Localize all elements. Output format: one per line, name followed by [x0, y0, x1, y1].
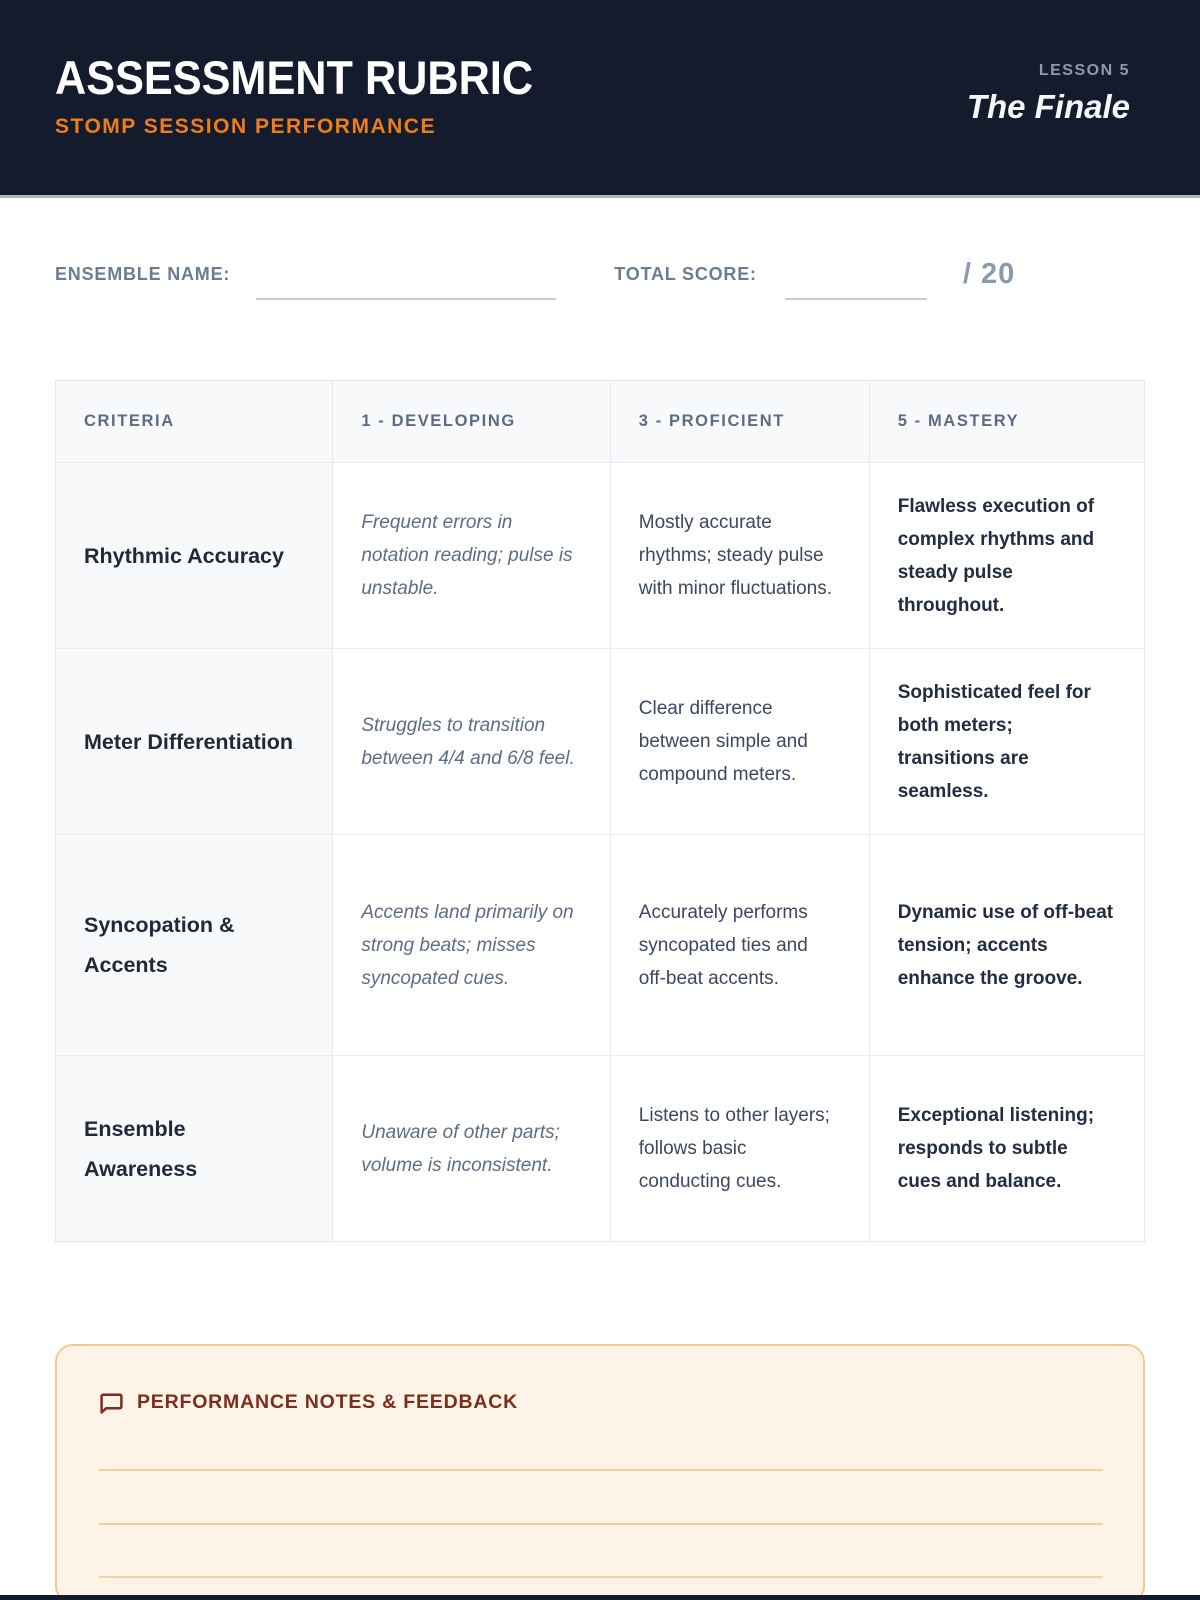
table-row: [56, 1055, 1144, 1241]
notes-input-line[interactable]: [99, 1525, 1103, 1578]
mastery-description: Flawless execution of complex rhythms and steady pulse throughout.: [869, 463, 1144, 648]
table-row: [56, 462, 1144, 648]
criteria-name: Meter Differentiation: [56, 649, 332, 834]
header-left: [55, 50, 575, 139]
notes-title: PERFORMANCE NOTES & FEEDBACK: [137, 1391, 518, 1413]
criteria-name: Rhythmic Accuracy: [56, 463, 332, 648]
mastery-description: Sophisticated feel for both meters; transitions are seamless.: [869, 649, 1144, 834]
proficient-description: Clear difference between simple and compound meters.: [610, 649, 869, 834]
performance-notes-box: [55, 1344, 1145, 1600]
criteria-name: Syncopation & Accents: [56, 835, 332, 1055]
total-score-field[interactable]: [785, 264, 927, 300]
rubric-table: [55, 380, 1145, 1242]
developing-description: Accents land primarily on strong beats; misses syncopated cues.: [332, 835, 609, 1055]
notes-input-line[interactable]: [99, 1416, 1103, 1471]
mastery-description: Exceptional listening; responds to subtle cues and balance.: [869, 1056, 1144, 1241]
column-header-proficient: 3 - PROFICIENT: [610, 381, 869, 462]
developing-description: Frequent errors in notation reading; pulse is unstable.: [332, 463, 609, 648]
notes-input-line[interactable]: [99, 1471, 1103, 1525]
criteria-name: Ensemble Awareness: [56, 1056, 332, 1241]
total-score-label: TOTAL SCORE:: [614, 264, 757, 284]
proficient-description: Mostly accurate rhythms; steady pulse with minor fluctuations.: [610, 463, 869, 648]
speech-bubble-icon: [99, 1390, 124, 1415]
lesson-label: LESSON 5: [1038, 62, 1130, 79]
ensemble-name-label: ENSEMBLE NAME:: [55, 264, 231, 284]
notes-heading: [99, 1390, 1103, 1415]
page-subtitle: STOMP SESSION PERFORMANCE: [55, 115, 436, 138]
mastery-description: Dynamic use of off-beat tension; accents enhance the groove.: [869, 835, 1144, 1055]
table-header-row: [56, 381, 1144, 462]
proficient-description: Accurately performs syncopated ties and off-beat accents.: [610, 835, 869, 1055]
page-title: ASSESSMENT RUBRIC: [55, 51, 534, 104]
total-score-max: / 20: [962, 258, 1016, 290]
lesson-title: The Finale: [966, 88, 1130, 125]
column-header-criteria: CRITERIA: [84, 412, 175, 430]
column-header-developing: 1 - DEVELOPING: [332, 381, 609, 462]
table-row: [56, 834, 1144, 1055]
footer-bar: [0, 1595, 1200, 1600]
header-right: [967, 50, 1130, 126]
developing-description: Struggles to transition between 4/4 and 6/8 feel.: [332, 649, 609, 834]
notes-writing-area: [99, 1416, 1103, 1578]
table-row: [56, 648, 1144, 834]
developing-description: Unaware of other parts; volume is inconsistent.: [332, 1056, 609, 1241]
column-header-mastery: 5 - MASTERY: [869, 381, 1144, 462]
ensemble-name-field[interactable]: [256, 264, 556, 300]
proficient-description: Listens to other layers; follows basic conducting cues.: [610, 1056, 869, 1241]
page-header: [0, 0, 1200, 198]
score-bar: [55, 258, 1145, 300]
